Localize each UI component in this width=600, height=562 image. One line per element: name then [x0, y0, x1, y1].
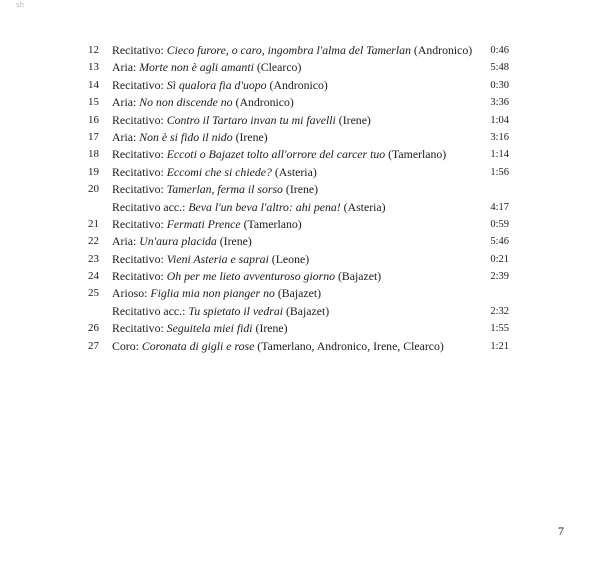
track-row: [88, 164, 508, 181]
track-number: 18: [88, 148, 99, 161]
track-type: Recitativo:: [112, 43, 164, 57]
track-title: Non è si fido il nido: [139, 129, 233, 144]
track-title: Morte non è agli amanti: [139, 60, 254, 75]
track-description: [112, 181, 318, 198]
track-type: Aria:: [112, 60, 137, 75]
track-number: 25: [88, 287, 99, 300]
track-roles: (Bajazet): [286, 303, 330, 318]
track-number: 14: [88, 78, 99, 91]
track-row: [88, 94, 508, 111]
track-description: [112, 216, 302, 233]
track-row: [88, 216, 508, 233]
track-number: 19: [88, 165, 99, 178]
track-duration: 1:55: [490, 323, 509, 335]
track-number: 17: [88, 130, 99, 143]
track-duration: 2:39: [490, 271, 509, 283]
track-title: Cieco furore, o caro, ingombra l'alma del Tamerlan: [166, 43, 411, 57]
page-number: 7: [558, 524, 564, 538]
track-type: Recitativo:: [112, 164, 164, 179]
track-row: [88, 303, 508, 320]
track-row: [88, 199, 508, 216]
track-type: Recitativo:: [112, 112, 164, 127]
track-number: 27: [88, 339, 99, 352]
track-duration: 0:21: [490, 253, 509, 265]
track-type: Recitativo:: [112, 216, 164, 231]
track-row: [88, 77, 508, 94]
track-row: [88, 42, 508, 59]
track-row: [88, 181, 508, 198]
track-duration: 0:59: [490, 218, 509, 230]
track-description: [112, 94, 294, 111]
track-duration: 1:21: [490, 340, 509, 352]
track-description: [112, 268, 381, 285]
track-description: [112, 320, 288, 337]
track-duration: 5:48: [490, 62, 509, 74]
track-number: 13: [88, 61, 99, 74]
track-row: [88, 146, 508, 163]
track-row: [88, 129, 508, 146]
track-row: [88, 268, 508, 285]
track-number: 26: [88, 322, 99, 335]
track-roles: (Andronico): [235, 95, 294, 110]
track-roles: (Irene): [255, 321, 288, 336]
track-description: [112, 338, 444, 355]
track-roles: (Andronico): [269, 77, 328, 92]
track-title: Oh per me lieto avventuroso giorno: [166, 269, 336, 284]
track-roles: (Asteria): [274, 164, 317, 179]
track-title: Eccomi che si chiede?: [166, 164, 272, 179]
track-roles: (Bajazet): [337, 269, 382, 284]
track-roles: (Irene): [235, 129, 268, 144]
track-duration: 2:32: [490, 305, 509, 317]
track-duration: 0:30: [490, 79, 509, 91]
track-type: Recitativo acc.:: [112, 303, 186, 318]
track-roles: (Tamerlano, Andronico, Irene, Clearco): [257, 338, 444, 353]
track-number: 15: [88, 96, 99, 109]
track-roles: (Irene): [338, 112, 371, 127]
track-description: [112, 164, 317, 181]
track-number: 21: [88, 217, 99, 230]
track-title: Vieni Asteria e saprai: [166, 251, 269, 266]
track-type: Recitativo:: [112, 77, 164, 92]
track-row: [88, 338, 508, 355]
track-row: [88, 233, 508, 250]
track-number: 16: [88, 113, 99, 126]
track-roles: (Andronico): [413, 43, 473, 57]
track-title: Un'aura placida: [139, 234, 217, 249]
track-description: [112, 77, 328, 94]
track-title: No non discende no: [139, 95, 233, 110]
track-duration: 1:14: [490, 149, 509, 161]
track-duration: 5:46: [490, 236, 509, 248]
track-number: 22: [88, 235, 99, 248]
track-type: Aria:: [112, 234, 137, 249]
track-type: Arioso:: [112, 286, 148, 301]
track-row: [88, 112, 508, 129]
track-type: Aria:: [112, 129, 137, 144]
track-row: [88, 251, 508, 268]
track-title: Coronata di gigli e rose: [141, 338, 255, 353]
track-title: Eccoti o Bajazet tolto all'orrore del carcer tuo: [166, 147, 386, 162]
track-type: Recitativo:: [112, 147, 164, 162]
track-roles: (Tamerlano): [243, 216, 302, 231]
track-description: [112, 112, 371, 129]
track-type: Recitativo:: [112, 321, 164, 336]
corner-mark: sh: [16, 1, 25, 9]
track-title: Contro il Tartaro invan tu mi favelli: [166, 112, 336, 127]
track-type: Recitativo acc.:: [112, 199, 186, 214]
track-description: [112, 59, 301, 76]
track-number: 20: [88, 183, 99, 196]
track-description: [112, 42, 472, 59]
track-roles: (Irene): [219, 234, 252, 249]
track-row: [88, 320, 508, 337]
track-roles: (Irene): [285, 182, 319, 197]
track-duration: 3:36: [490, 97, 509, 109]
track-type: Recitativo:: [112, 251, 164, 266]
track-title: Beva l'un beva l'altro: ahi pena!: [188, 199, 341, 214]
track-description: [112, 251, 309, 268]
track-roles: (Leone): [271, 251, 310, 266]
track-title: Figlia mia non pianger no: [150, 286, 275, 301]
track-title: Seguitela miei fidi: [166, 321, 253, 336]
track-description: [112, 285, 321, 302]
track-duration: 4:17: [490, 201, 509, 213]
track-type: Aria:: [112, 95, 137, 110]
track-row: [88, 285, 508, 302]
track-duration: 3:16: [490, 131, 509, 143]
track-row: [88, 59, 508, 76]
track-description: [112, 129, 268, 146]
track-title: Tamerlan, ferma il sorso: [166, 182, 283, 197]
track-list: [88, 42, 508, 355]
track-number: 12: [88, 44, 99, 56]
track-duration: 1:56: [490, 166, 509, 178]
track-type: Recitativo:: [112, 269, 164, 284]
track-roles: (Clearco): [256, 60, 302, 75]
track-description: [112, 199, 386, 216]
track-title: Tu spietato il vedrai: [188, 303, 284, 318]
track-title: Sì qualora fia d'uopo: [166, 77, 267, 92]
track-number: 24: [88, 270, 99, 283]
track-description: [112, 233, 252, 250]
track-description: [112, 303, 329, 320]
track-duration: 0:46: [490, 45, 509, 56]
track-roles: (Tamerlano): [388, 147, 447, 162]
track-number: 23: [88, 252, 99, 265]
track-title: Fermati Prence: [166, 216, 241, 231]
track-duration: 1:04: [490, 114, 509, 126]
track-roles: (Bajazet): [277, 286, 322, 301]
track-roles: (Asteria): [343, 199, 386, 214]
track-type: Coro:: [112, 338, 139, 353]
track-type: Recitativo:: [112, 182, 164, 197]
track-description: [112, 146, 446, 163]
